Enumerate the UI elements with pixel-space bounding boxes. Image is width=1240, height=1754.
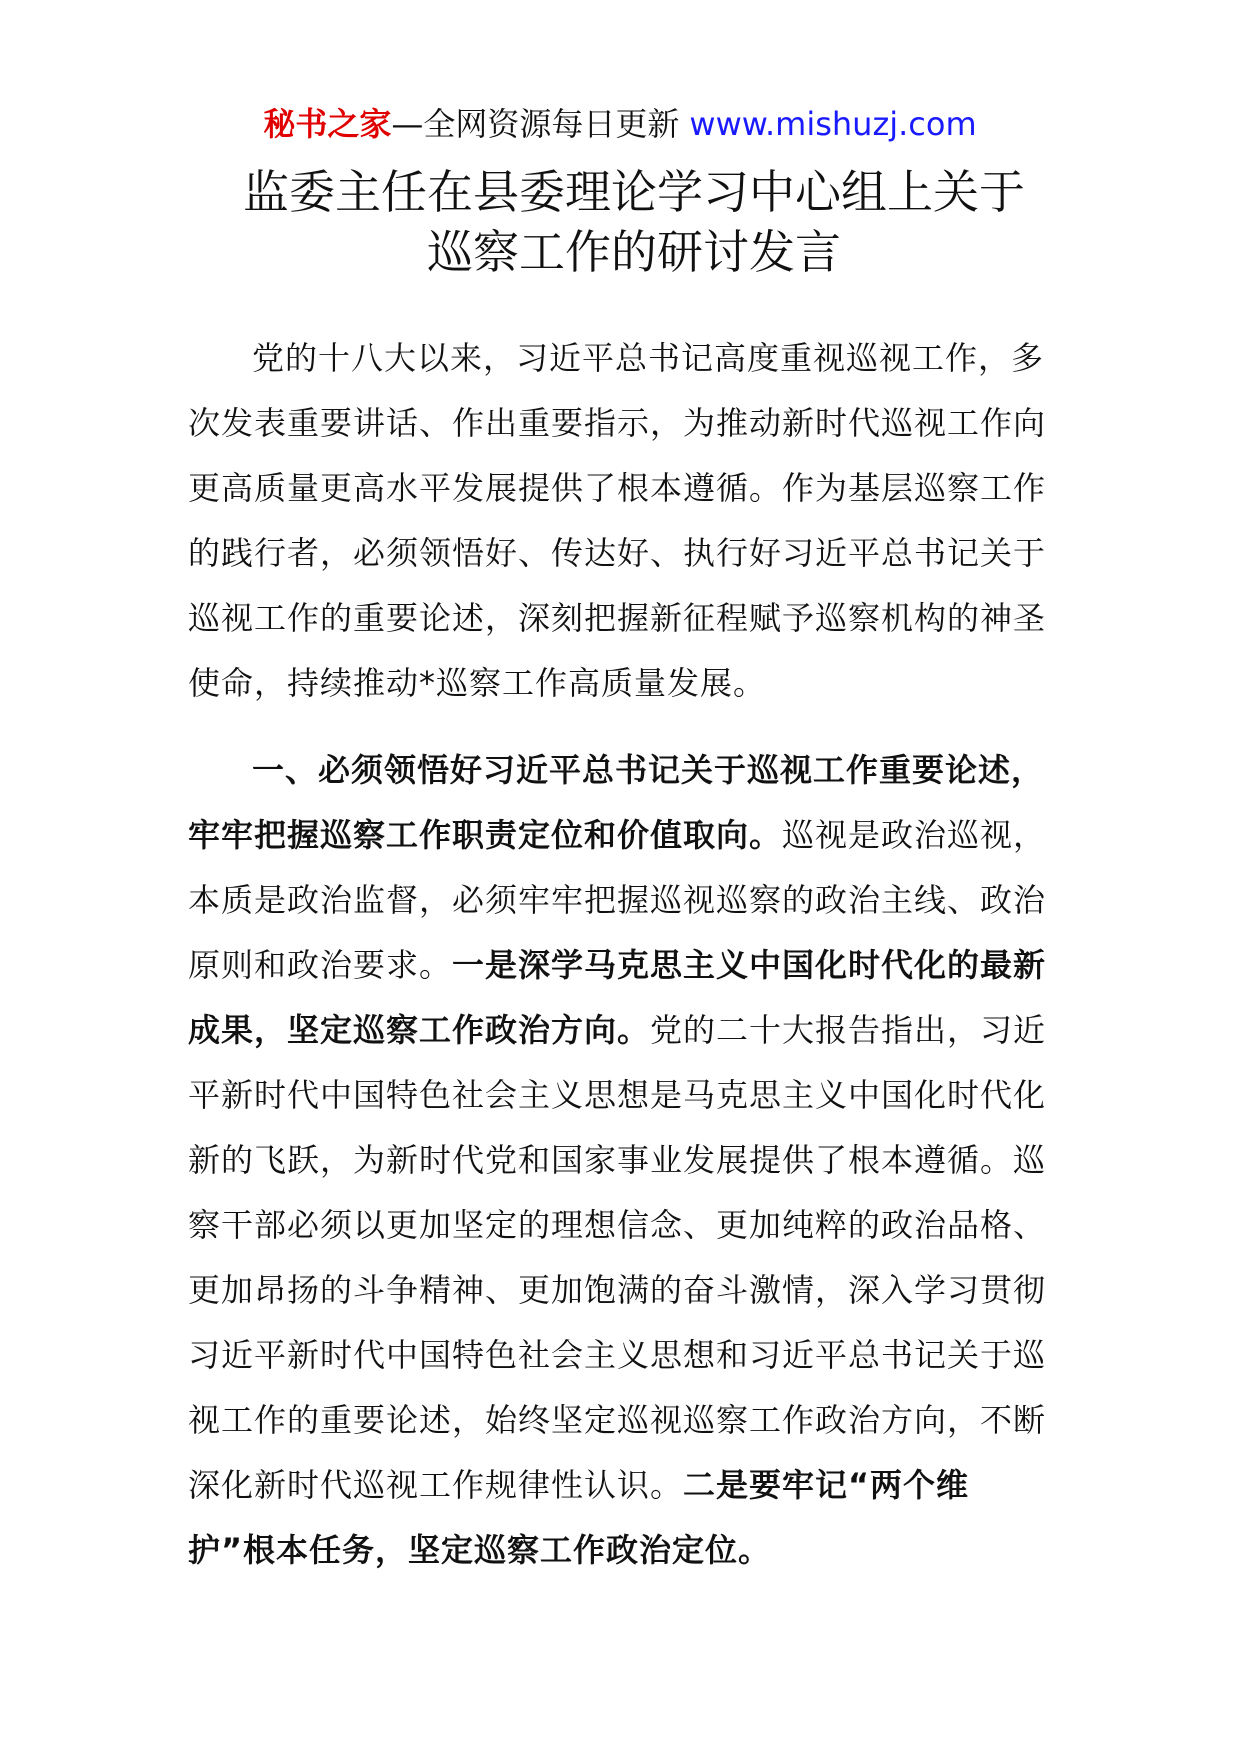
section-1-heading: 一、必须领悟好习近平总书记关于巡视工作重要论述，牢牢把握巡察工作职责定位和价值取向。 — [188, 751, 1045, 854]
site-url-link[interactable]: www.mishuzj.com — [689, 105, 977, 143]
section-1-text-2: 党的二十大报告指出，习近平新时代中国特色社会主义思想是马克思主义中国化时代化新的飞跃，为新时代党和国家事业发展提供了根本遵循。巡察干部必须以更加坚定的理想信念、更加纯粹的政治品格、更加昂扬的斗争精神、更加饱满的奋斗激情，深入学习贯彻习近平新时代中国特色社会主义思想和习近平总书记关于巡视工作的重要论述，始终坚定巡视巡察工作政治方向，不断深化新时代巡视工作规律性认识。 — [188, 1011, 1047, 1504]
intro-paragraph: 党的十八大以来，习近平总书记高度重视巡视工作，多次发表重要讲话、作出重要指示，为推动新时代巡视工作向更高质量更高水平发展提供了根本遵循。作为基层巡察工作的践行者，必须领悟好、传达好、执行好习近平总书记关于巡视工作的重要论述，深刻把握新征程赋予巡察机构的神圣使命，持续推动*巡察工作高质量发展。 — [188, 339, 1047, 702]
point-2-heading: 二是要牢记“两个维护”根本任务，坚定巡察工作政治定位。 — [188, 1466, 970, 1569]
site-header — [0, 104, 1240, 144]
point-1-heading: 一是深学马克思主义中国化时代化的最新成果，坚定巡察工作政治方向。 — [188, 946, 1047, 1049]
document-title — [186, 162, 1082, 282]
section-1-text-1: 巡视是政治巡视，本质是政治监督，必须牢牢把握巡视巡察的政治主线、政治原则和政治要求。 — [188, 816, 1047, 984]
title-line-1: 监委主任在县委理论学习中心组上关于 — [243, 165, 1025, 219]
document-body — [188, 326, 1048, 1583]
brand-name: 秘书之家 — [263, 105, 392, 143]
section-1-paragraph — [188, 738, 1048, 1583]
title-line-2: 巡察工作的研讨发言 — [427, 225, 841, 279]
header-slogan: —全网资源每日更新 — [391, 105, 680, 143]
